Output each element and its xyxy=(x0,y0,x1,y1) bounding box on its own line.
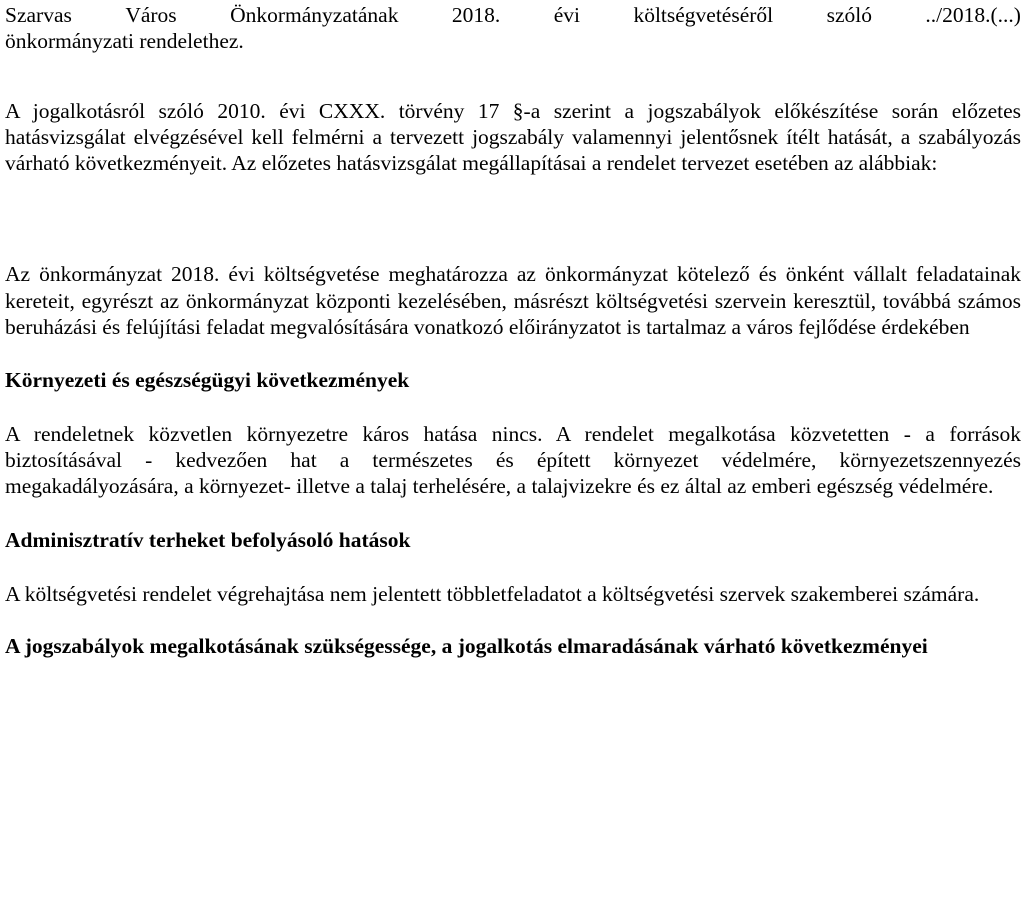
title-word: évi xyxy=(553,3,580,27)
title-word: Önkormányzatának xyxy=(230,3,399,27)
title-word: ../2018.(...) xyxy=(925,3,1021,27)
title-word: költségvetéséről xyxy=(633,3,774,27)
document-page xyxy=(5,2,1021,659)
intro-paragraph: A jogalkotásról szóló 2010. évi CXXX. törvény 17 §-a szerint a jogszabályok előkészítése során előzetes hatásvizsgálat elvégzésével kell felmérni a tervezett jogszabály valamennyi jelentősnek ítélt hatását, a szabályozás várható következményeit. Az előzetes hatásvizsgálat megállapításai a rendelet tervezet esetében az alábbiak: xyxy=(5,98,1021,176)
document-title-line-1 xyxy=(5,2,1021,28)
document-title xyxy=(5,2,1021,55)
budget-paragraph: Az önkormányzat 2018. évi költségvetése meghatározza az önkormányzat kötelező és önként vállalt feladatainak kereteit, egyrészt az önkormányzat központi kezelésében, másrészt költségvetési szervein keresztül, továbbá számos beruházási és felújítási feladat megvalósítására vonatkozó előirányzatot is tartalmaz a város fejlődése érdekében xyxy=(5,262,1021,340)
administrative-heading: Adminisztratív terheket befolyásoló hatások xyxy=(5,527,411,552)
administrative-paragraph: A költségvetési rendelet végrehajtása nem jelentett többletfeladatot a költségvetési szervek szakemberei számára. xyxy=(5,581,980,606)
title-word: szóló xyxy=(826,3,872,27)
necessity-heading: A jogszabályok megalkotásának szükségessége, a jogalkotás elmaradásának várható következményei xyxy=(5,634,928,659)
environment-heading: Környezeti és egészségügyi következmények xyxy=(5,368,410,393)
title-word: 2018. xyxy=(451,3,501,27)
title-word: Város xyxy=(125,3,177,27)
title-word: Szarvas xyxy=(5,3,72,27)
document-title-line-2: önkormányzati rendelethez. xyxy=(5,29,244,54)
environment-paragraph: A rendeletnek közvetlen környezetre káros hatása nincs. A rendelet megalkotása közvetetten - a források biztosításával - kedvezően hat a természetes és épített környezet védelmére, környezetszennyezés megakadályozására, a környezet- illetve a talaj terhelésére, a talajvizekre és ez által az emberi egészség védelmére. xyxy=(5,421,1021,499)
